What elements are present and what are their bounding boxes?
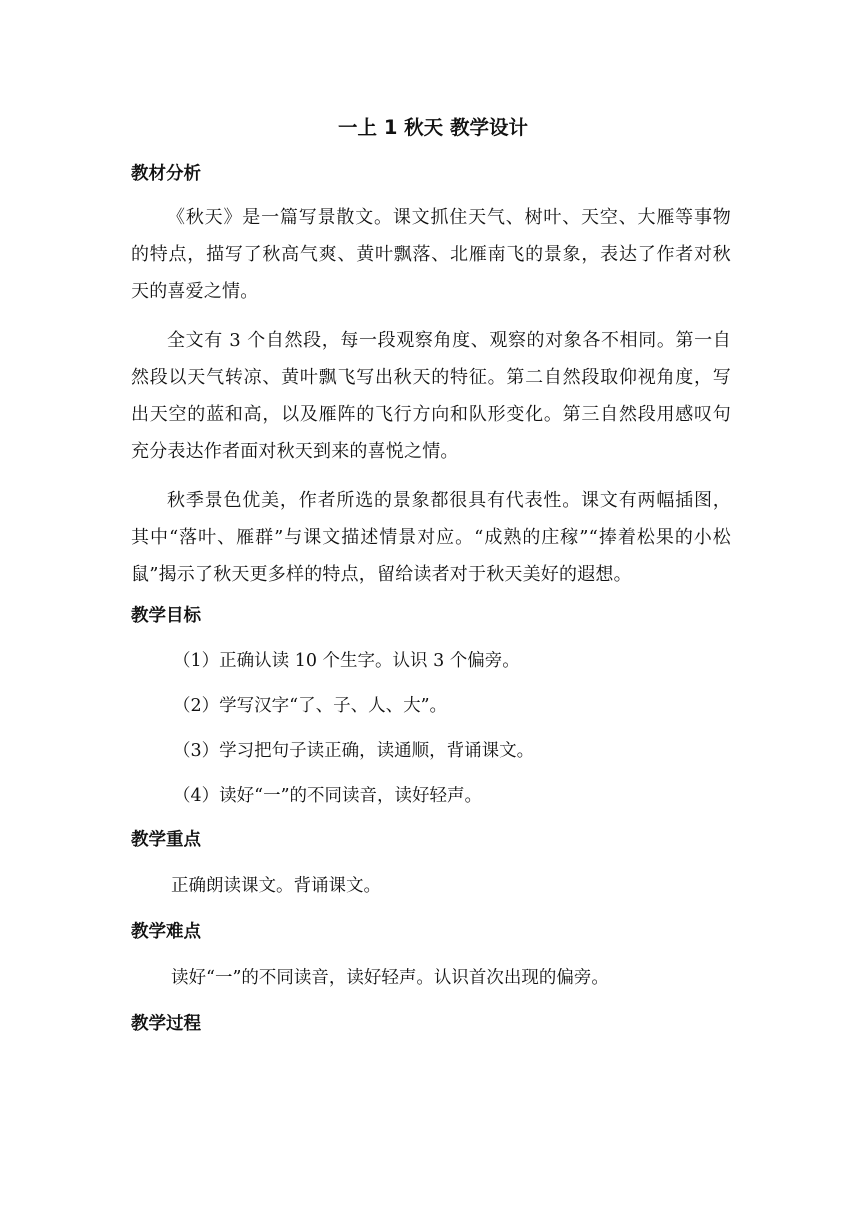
analysis-paragraph: 秋季景色优美，作者所选的景象都很具有代表性。课文有两幅插图，其中“落叶、雁群”与课文描述情景对应。“成熟的庄稼”“捧着松果的小松鼠”揭示了秋天更多样的特点，留给读者对于秋天美好的遐想。 [131, 490, 731, 585]
goal-item: （4）读好“一”的不同读音，读好轻声。 [173, 786, 483, 806]
document-title: 一上 1 秋天 教学设计 [338, 116, 528, 139]
goal-item: （3）学习把句子读正确，读通顺，背诵课文。 [173, 741, 535, 761]
section-heading-goals: 教学目标 [131, 606, 201, 626]
section-heading-analysis: 教材分析 [131, 164, 201, 184]
section-heading-difficulties: 教学难点 [131, 922, 201, 942]
goal-item: （2）学写汉字“了、子、人、大”。 [173, 696, 448, 716]
key-points-text: 正确朗读课文。背诵课文。 [171, 876, 381, 896]
goal-item: （1）正确认读 10 个生字。认识 3 个偏旁。 [173, 651, 520, 671]
analysis-paragraph: 全文有 3 个自然段，每一段观察角度、观察的对象各不相同。第一自然段以天气转凉、黄叶飘飞写出秋天的特征。第二自然段取仰视角度，写出天空的蓝和高，以及雁阵的飞行方向和队形变化。第三自然段用感叹句充分表达作者面对秋天到来的喜悦之情。 [131, 330, 731, 462]
difficulties-text: 读好“一”的不同读音，读好轻声。认识首次出现的偏旁。 [171, 968, 609, 988]
section-heading-process: 教学过程 [131, 1014, 201, 1034]
document-page [131, 112, 731, 1038]
analysis-paragraph: 《秋天》是一篇写景散文。课文抓住天气、树叶、天空、大雁等事物的特点，描写了秋高气爽、黄叶飘落、北雁南飞的景象，表达了作者对秋天的喜爱之情。 [131, 207, 731, 302]
section-heading-key-points: 教学重点 [131, 830, 201, 850]
